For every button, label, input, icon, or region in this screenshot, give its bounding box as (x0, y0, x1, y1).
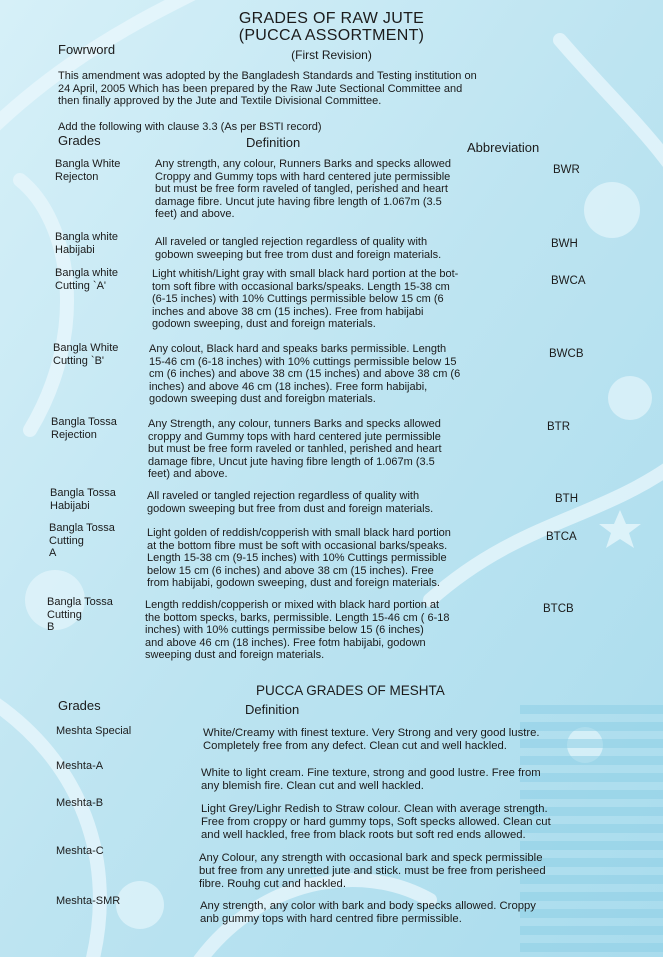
meshta-grade-name: Meshta Special (56, 725, 132, 737)
grade-name: Bangla Tossa Habijabi (50, 487, 116, 512)
grade-abbreviation: BWCA (551, 275, 586, 287)
grade-definition: Any colout, Black hard and speaks barks permissible. Length 15-46 cm (6-18 inches) with 10% cuttings permissible below 15 cm (6 inches) and above 38 cm (15 inches) and above 38 cm (6 inches) and above 46 cm (18 inches). Free form habijabi, godown sweeping dust and foreigbn materials. (149, 343, 461, 406)
page-title: GRADES OF RAW JUTE (238, 10, 425, 27)
grade-abbreviation: BTR (547, 421, 570, 433)
meshta-grade-definition: Any Colour, any strength with occasional bark and speck permissible but free from any unretted jute and stick. must be free from perisheed fibre. Rouhg cut and hackled. (199, 852, 546, 890)
grade-definition: Length reddish/copperish or mixed with black hard portion at the bottom specks, barks, permissible. Length 15-46 cm ( 6-18 inches) with 10% cuttings permissibe below 15 (6 inches) and above 46 cm (18 inches). Free fotm habijabi, godown sweeping dust and foreign materials. (145, 599, 450, 662)
grade-definition: All raveled or tangled rejection regardless of quality with godown sweeping but free from dust and foreign materials. (147, 490, 434, 515)
meshta-definition-header: Definition (245, 702, 300, 717)
meshta-grade-definition: White/Creamy with finest texture. Very Strong and very good lustre. Completely free from any defect. Clean cut and well hackled. (203, 727, 540, 752)
grade-name: Bangla Tossa Cutting A (49, 522, 115, 560)
meshta-grade-name: Meshta-A (56, 760, 104, 772)
foreword-line: then finally approved by the Jute and Textile Divisional Committee. (58, 95, 382, 108)
grade-name: Bangla Tossa Rejection (51, 416, 117, 441)
grade-abbreviation: BTCB (543, 603, 574, 615)
meshta-grades-header: Grades (58, 698, 101, 713)
grade-abbreviation: BTH (555, 493, 578, 505)
grade-definition: Any Strength, any colour, tunners Barks and specks allowed croppy and Gummy tops with hard centered jute permissible but must be free form raveled or tanhled, perished and heart damage fibre, Uncut jute having fibre length of 1.067m (3.5 feet) and above. (148, 418, 442, 481)
foreword-heading: Fowrword (58, 42, 116, 57)
grade-name: Bangla White Rejecton (55, 158, 121, 183)
meshta-grade-definition: White to light cream. Fine texture, strong and good lustre. Free from any blemish fire. Clean cut and well hackled. (201, 767, 541, 792)
meshta-grade-name: Meshta-B (56, 797, 104, 809)
meshta-grade-definition: Light Grey/Lighr Redish to Straw colour. Clean with average strength. Free from croppy or hard gummy tops, Soft specks allowed. Clean cut and well hackled, free from black roots but soft red ends allowed. (201, 803, 551, 841)
meshta-grade-name: Meshta-SMR (56, 895, 121, 907)
grade-abbreviation: BWR (553, 164, 580, 176)
grade-definition: All raveled or tangled rejection regardless of quality with gobown sweeping but free trom dust and foreign materials. (155, 236, 442, 261)
grade-abbreviation: BWH (551, 238, 578, 250)
grade-name: Bangla Tossa Cutting B (47, 596, 113, 634)
clause-note: Add the following with clause 3.3 (As per BSTI record) (58, 121, 322, 133)
grade-name: Bangla White Cutting `B' (53, 342, 119, 367)
meshta-section-heading: PUCCA GRADES OF MESHTA (256, 683, 445, 698)
foreword-paragraph (58, 70, 477, 108)
grade-definition: Light golden of reddish/copperish with small black hard portion at the bottom fibre must be soft with occasional barks/speaks. Length 15-38 cm (9-15 inches) with 10% Cuttings permissible below 15 cm (6 inches) and above 38 cm (15 inches). Free from habijabi, godown sweeping, dust and foreign materials. (147, 527, 451, 590)
foreword-line: This amendment was adopted by the Bangladesh Standards and Testing institution on (58, 70, 477, 82)
grades-column-header: Grades (58, 133, 101, 148)
foreword-line: 24 April, 2005 Which has been prepared by the Raw Jute Sectional Committee and (58, 82, 463, 95)
page-subtitle: (First Revision) (291, 48, 372, 62)
grade-name: Bangla white Cutting `A' (55, 267, 118, 292)
meshta-grade-name: Meshta-C (56, 845, 104, 857)
grade-abbreviation: BTCA (546, 531, 577, 543)
meshta-grade-definition: Any strength, any color with bark and body specks allowed. Croppy anb gummy tops with hard centred fibre permissible. (200, 900, 536, 925)
abbreviation-column-header: Abbreviation (467, 140, 540, 155)
grade-abbreviation: BWCB (549, 348, 584, 360)
page-title-line-2: (PUCCA ASSORTMENT) (238, 27, 425, 44)
grade-definition: Light whitish/Light gray with small black hard portion at the bot- tom soft fibre with occasional barks/speaks. Length 15-38 cm (6-15 inches) with 10% Cuttings permissible below 15 cm (6 inches and above 38 cm (15 inches). Free from habijabi godown sweeping, dust and foreign materials. (152, 268, 459, 331)
grade-name: Bangla white Habijabi (55, 231, 118, 256)
grade-definition: Any strength, any colour, Runners Barks and specks allowed Croppy and Gummy tops with hard centered jute permissible but must be free form raveled of tangled, perished and heart damage fibre. Uncut jute having fibre length of 1.067m (3.5 feet) and above. (155, 158, 451, 221)
definition-column-header: Definition (246, 135, 301, 150)
